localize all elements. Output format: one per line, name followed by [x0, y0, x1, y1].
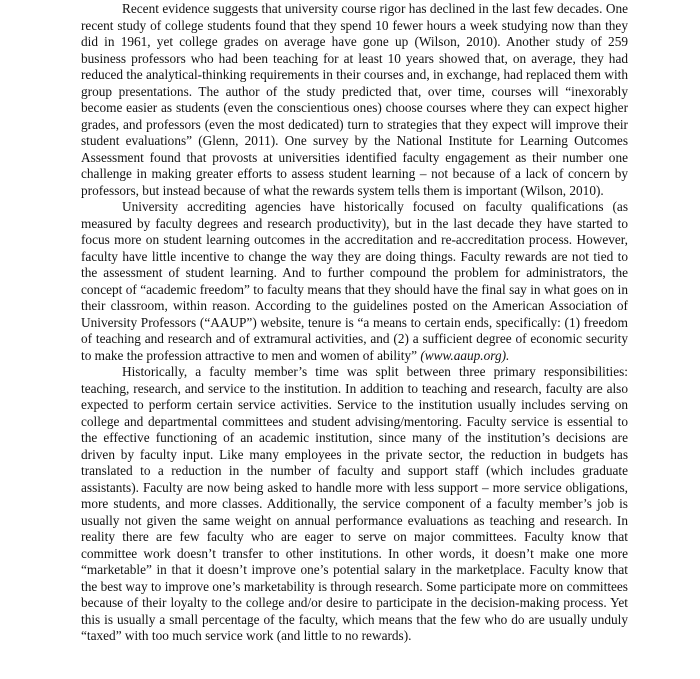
aaup-citation: (www.aaup.org).	[420, 347, 510, 363]
paragraph-text: Recent evidence suggests that university course rigor has declined in the last few decades. One recent study of college students found that they spend 10 fewer hours a week studying now than they did in 1961, yet college grades on average have gone up (Wilson, 2010). Another study of 259 business professors who had been teaching for at least 10 years showed that, on average, they had reduced the analytical-thinking requirements in their courses and, in exchange, had replaced them with group presentations. The author of the study predicted that, over time, courses will “inexorably become easier as students (even the conscientious ones) choose courses where they can expect higher grades, and professors (even the most dedicated) turn to strategies that they expect will improve their student evaluations” (Glenn, 2011). One survey by the National Institute for Learning Outcomes Assessment found that provosts at universities identified faculty engagement as their number one challenge in making greater efforts to assess student learning – not because of a lack of concern by professors, but instead because of what the rewards system tells them is important (Wilson, 2010).	[81, 1, 628, 198]
paragraph-text: Historically, a faculty member’s time was split between three primary responsibilities: teaching, research, and service to the institution. In addition to teaching and research, faculty are also expected to perform certain service activities. Service to the institution usually includes serving on college and departmental committees and student advising/mentoring. Faculty service is essential to the effective functioning of an academic institution, since many of the institution’s decisions are driven by faculty input. Like many employees in the private sector, the reduction in budgets has translated to a reduction in the number of faculty and support staff (which includes graduate assistants). Faculty are now being asked to handle more with less support – more service obligations, more students, and more classes. Additionally, the service component of a faculty member’s job is usually not given the same weight on annual performance evaluations as teaching and research. In reality there are few faculty who are eager to serve on major committees. Faculty know that committee work doesn’t transfer to other institutions. In other words, it doesn’t make one more “marketable” in that it doesn’t improve one’s potential salary in the marketplace. Faculty know that the best way to improve one’s marketability is through research. Some participate more on committees because of their loyalty to the college and/or desire to participate in the decision-making process. Yet this is usually a small percentage of the faculty, which means that the few who do are usually unduly “taxed” with too much service work (and little to no rewards).	[81, 364, 628, 643]
paragraph-faculty-responsibilities	[81, 364, 628, 645]
paragraph-accrediting-agencies	[81, 199, 628, 364]
paragraph-course-rigor	[81, 1, 628, 199]
paragraph-text: University accrediting agencies have historically focused on faculty qualifications (as measured by faculty degrees and research productivity), but in the last decade they have started to focus more on student learning outcomes in the accreditation and re-accreditation process. However, faculty have little incentive to change the way they are doing things. Faculty rewards are not tied to the assessment of student learning. And to further compound the problem for administrators, the concept of “academic freedom” to faculty means that they should have the final say in what goes on in their classroom, within reason. According to the guidelines posted on the American Association of University Professors (“AAUP”) website, tenure is “a means to certain ends, specifically: (1) freedom of teaching and research and of extramural activities, and (2) a sufficient degree of economic security to make the profession attractive to men and women of ability”	[81, 199, 628, 363]
